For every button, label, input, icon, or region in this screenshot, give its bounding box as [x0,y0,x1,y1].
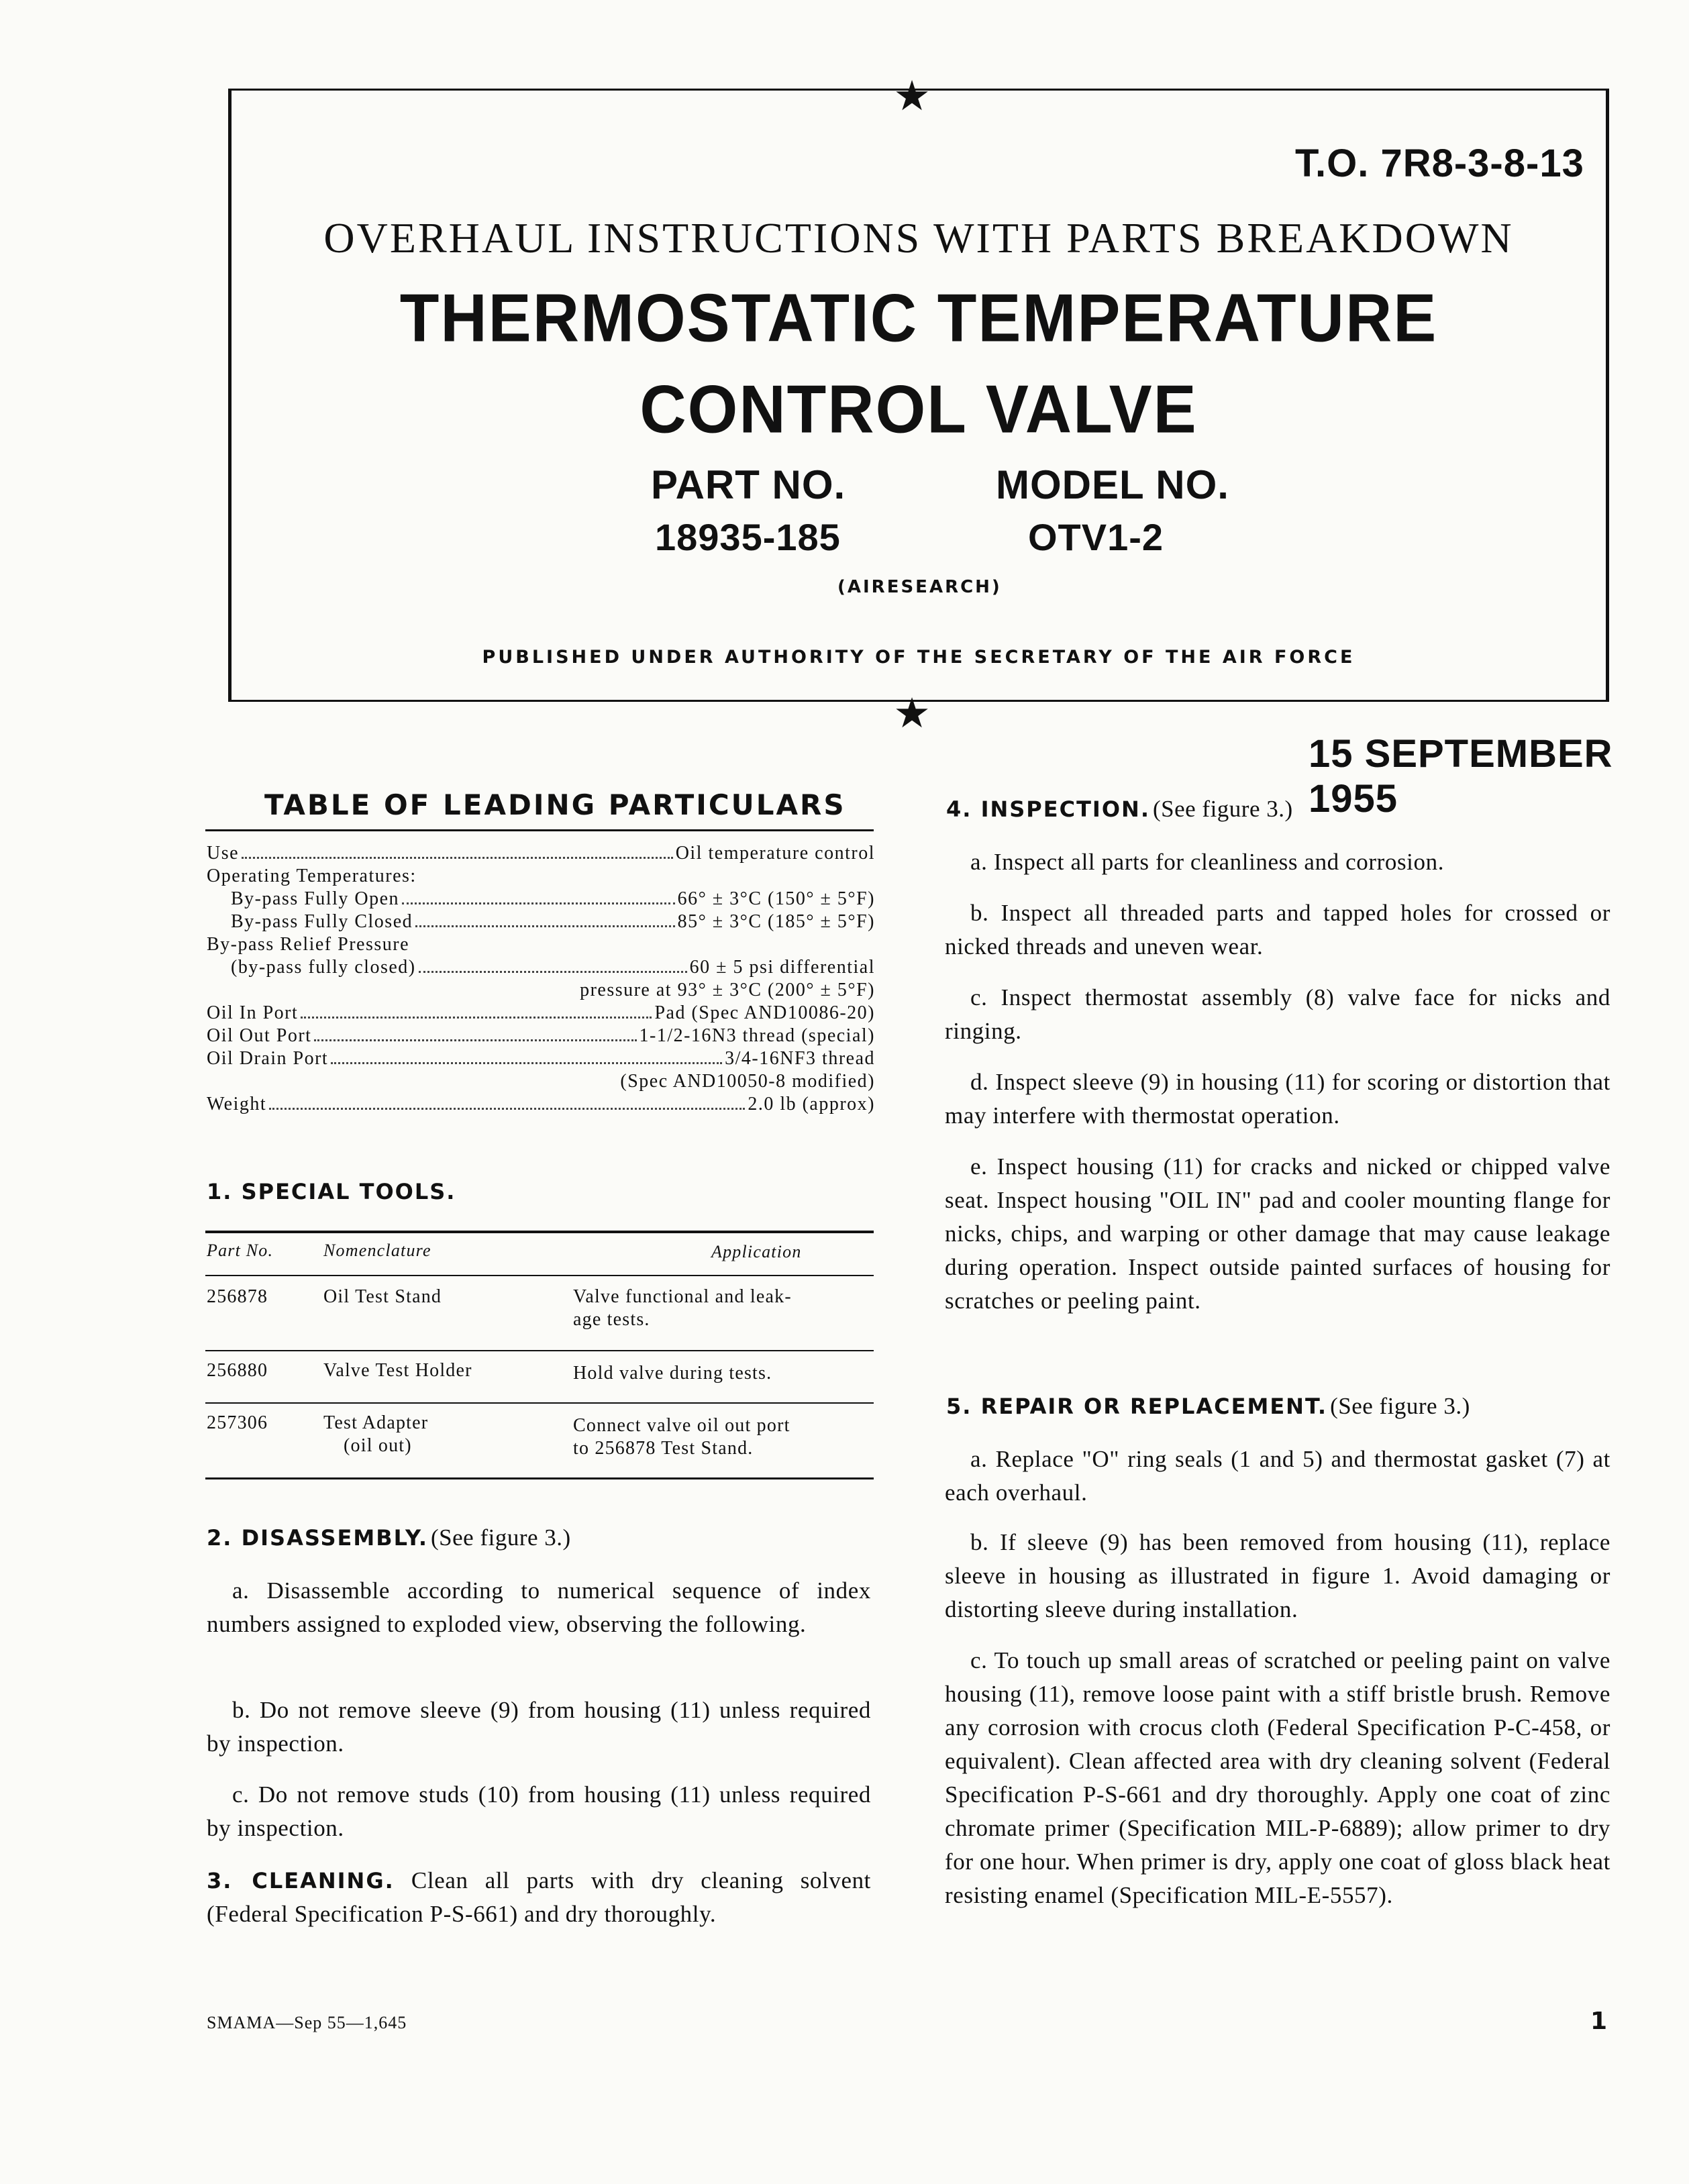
particular-oil-in: Oil In Port Pad (Spec AND10086-20) [207,1002,875,1023]
print-code: SMAMA—Sep 55—1,645 [207,2013,407,2032]
section-heading-disassembly: 2. DISASSEMBLY. (See figure 3.) [207,1524,571,1551]
particular-use: Use Oil temperature control [207,843,875,864]
particular-oil-drain: Oil Drain Port 3/4-16NF3 thread [207,1048,875,1069]
tool-application: Connect valve oil out port [573,1415,790,1436]
tool-application: age tests. [573,1309,650,1330]
divider [205,829,874,831]
repair-step-a: a. Replace "O" ring seals (1 and 5) and thermostat gasket (7) at each overhaul. [945,1446,1610,1506]
table-rule [205,1350,874,1351]
particulars-title: TABLE OF LEADING PARTICULARS [264,788,846,821]
star-icon: ★ [893,71,931,120]
particular-operating-temps: Operating Temperatures: [207,866,417,886]
repair-step-c: c. To touch up small areas of scratched or peeling paint on valve housing (11), remove loose paint with a stiff bristle brush. Remove any corrosion with crocus cloth (Federal Specification P-C-458, or equivalent). Clean affected area with dry cleaning solvent (Federal Specification P-S-661 and dry thoroughly. Apply one coat of zinc chromate primer (Specification MIL-P-6889); allow primer to dry for one hour. When primer is dry, apply one coat of gloss black heat resisting enamel (Specification MIL-E-5557). [945,1647,1610,1908]
particular-oil-drain-value2: (Spec AND10050-8 modified) [620,1071,875,1092]
tool-nomenclature: (oil out) [344,1435,412,1456]
inspection-step-e: e. Inspect housing (11) for cracks and nicked or chipped valve seat. Inspect housing "OIL IN" pad and cooler mounting flange for nicks, chips, and warping or other damage that may cause leakage during operation. Inspect outside painted surfaces of housing for scratches or peeling paint. [945,1153,1610,1314]
document-title-line1: THERMOSTATIC TEMPERATURE [399,280,1438,356]
document-subtitle: OVERHAUL INSTRUCTIONS WITH PARTS BREAKDOWN [323,214,1514,262]
particular-oil-out: Oil Out Port 1-1/2-16N3 thread (special) [207,1025,875,1046]
particular-bypass-open: By-pass Fully Open 66° ± 3°C (150° ± 5°F) [231,888,875,909]
inspection-step-a: a. Inspect all parts for cleanliness and corrosion. [970,849,1445,875]
tool-application: Valve functional and leak- [573,1286,792,1307]
model-number-label: MODEL NO. [996,462,1229,507]
tool-nomenclature: Test Adapter [323,1412,429,1433]
tool-part-number: 256880 [207,1360,268,1381]
tool-nomenclature: Valve Test Holder [323,1360,472,1381]
inspection-step-d: d. Inspect sleeve (9) in housing (11) for scoring or distortion that may interfere with thermostat operation. [945,1069,1610,1129]
section-cleaning: 3. CLEANING. Clean all parts with dry cleaning solvent (Federal Specification P-S-661) and dry thoroughly. [207,1867,872,1927]
particular-relief-label: By-pass Relief Pressure [207,934,410,955]
to-number: T.O. 7R8-3-8-13 [1295,142,1584,185]
star-icon: ★ [893,688,931,737]
col-header-part: Part No. [207,1241,274,1260]
table-rule [205,1477,874,1479]
table-rule [205,1231,874,1233]
inspection-step-b: b. Inspect all threaded parts and tapped holes for crossed or nicked threads and uneven wear. [945,900,1610,959]
page-number: 1 [1590,2008,1608,2035]
document-title-line2: CONTROL VALVE [639,372,1198,448]
particular-relief: (by-pass fully closed) 60 ± 5 psi differential [231,957,875,978]
tool-nomenclature: Oil Test Stand [323,1286,442,1307]
particular-relief-value2: pressure at 93° ± 3°C (200° ± 5°F) [580,980,875,1000]
col-header-application: Application [711,1242,802,1261]
publication-date: 15 SEPTEMBER 1955 [1309,732,1613,821]
model-number-value: OTV1-2 [1028,516,1164,558]
section-heading-special-tools: 1. SPECIAL TOOLS. [207,1179,456,1204]
section-heading-inspection: 4. INSPECTION. (See figure 3.) [946,796,1293,822]
manufacturer: (AIRESEARCH) [837,577,1002,597]
table-rule [205,1275,874,1276]
authority-statement: PUBLISHED UNDER AUTHORITY OF THE SECRETARY OF THE AIR FORCE [482,647,1355,668]
tool-part-number: 256878 [207,1286,268,1307]
inspection-step-c: c. Inspect thermostat assembly (8) valve face for nicks and ringing. [945,984,1610,1044]
part-number-label: PART NO. [651,462,846,507]
particular-weight: Weight 2.0 lb (approx) [207,1094,875,1114]
section-heading-repair: 5. REPAIR OR REPLACEMENT. (See figure 3.) [946,1393,1470,1419]
tool-part-number: 257306 [207,1412,268,1433]
particular-bypass-closed: By-pass Fully Closed 85° ± 3°C (185° ± 5°F) [231,911,875,932]
col-header-nomenclature: Nomenclature [323,1241,431,1260]
part-number-value: 18935-185 [655,516,841,558]
repair-step-b: b. If sleeve (9) has been removed from housing (11), replace sleeve in housing as illustrated in figure 1. Avoid damaging or distorting sleeve during installation. [945,1529,1610,1622]
tool-application: Hold valve during tests. [573,1363,772,1384]
disassembly-step-c: c. Do not remove studs (10) from housing (11) unless required by inspection. [207,1781,871,1841]
table-rule [205,1402,874,1404]
disassembly-step-b: b. Do not remove sleeve (9) from housing (11) unless required by inspection. [207,1697,871,1757]
tool-application: to 256878 Test Stand. [573,1438,754,1459]
disassembly-step-a: a. Disassemble according to numerical sequence of index numbers assigned to exploded view, observing the following. [207,1577,871,1637]
